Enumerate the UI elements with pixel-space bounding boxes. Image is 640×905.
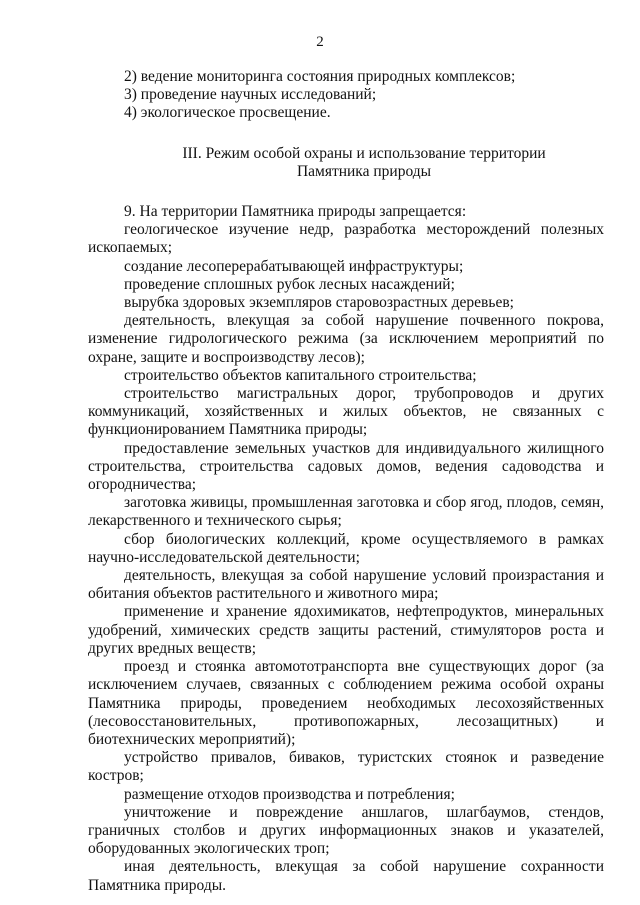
prohibition-item: строительство объектов капитального строительства; [124, 366, 477, 384]
prohibition-item: деятельность, влекущая за собой нарушение условий произрастания и обитания объектов растительного и животного мира; [88, 567, 604, 603]
list-item: 3) проведение научных исследований; [124, 86, 377, 104]
prohibition-item: сбор биологических коллекций, кроме осуществляемого в рамках научно-исследовательской деятельности; [88, 530, 604, 566]
prohibition-item: проезд и стоянка автомототранспорта вне существующих дорог (за исключением случаев, связанных с соблюдением режима особой охраны Памятника природы, проведением необходимых лесохозяйственных (лесовосстановительных, противопожарных, лесозащитных) и биотехнических мероприятий); [88, 658, 604, 748]
prohibition-item: иная деятельность, влекущая за собой нарушение сохранности Памятника природы. [88, 858, 604, 894]
prohibition-item: строительство магистральных дорог, трубопроводов и других коммуникаций, хозяйственных и жилых объектов, не связанных с функционированием Памятника природы; [88, 385, 604, 439]
list-item: 2) ведение мониторинга состояния природных комплексов; [124, 68, 516, 85]
prohibition-item: применение и хранение ядохимикатов, нефтепродуктов, минеральных удобрений, химических средств защиты растений, стимуляторов роста и других вредных веществ; [88, 603, 604, 657]
section-title-line-2: Памятника природы [296, 162, 432, 180]
prohibition-item: предоставление земельных участков для индивидуального жилищного строительства, строительства садовых домов, ведения садоводства и огородничества; [88, 439, 604, 494]
prohibition-item: размещение отходов производства и потребления; [124, 785, 455, 803]
prohibition-item: деятельность, влекущая за собой нарушение почвенного покрова, изменение гидрологического режима (за исключением мероприятий по охране, защите и воспроизводству лесов); [88, 312, 604, 366]
prohibition-item: заготовка живицы, промышленная заготовка и сбор ягод, плодов, семян, лекарственного и технического сырья; [88, 494, 604, 530]
page-number: 2 [316, 34, 324, 50]
prohibition-item: геологическое изучение недр, разработка месторождений полезных ископаемых; [88, 221, 604, 257]
prohibitions-list [88, 221, 604, 895]
list-item: 4) экологическое просвещение. [124, 104, 331, 122]
clause-intro: 9. На территории Памятника природы запрещается: [124, 203, 467, 221]
prohibition-item: вырубка здоровых экземпляров старовозрастных деревьев; [124, 294, 514, 312]
document-body [88, 68, 604, 895]
section-title [88, 145, 604, 181]
prohibition-item: проведение сплошных рубок лесных насаждений; [124, 275, 455, 293]
prohibition-item: создание лесоперерабатывающей инфраструктуры; [124, 257, 464, 275]
section-title-line-1: III. Режим особой охраны и использование территории [182, 144, 546, 162]
prohibition-item: уничтожение и повреждение аншлагов, шлагбаумов, стендов, граничных столбов и других информационных знаков и указателей, оборудованных экологических троп; [88, 803, 604, 858]
prohibition-item: устройство привалов, биваков, туристских стоянок и разведение костров; [88, 749, 604, 785]
